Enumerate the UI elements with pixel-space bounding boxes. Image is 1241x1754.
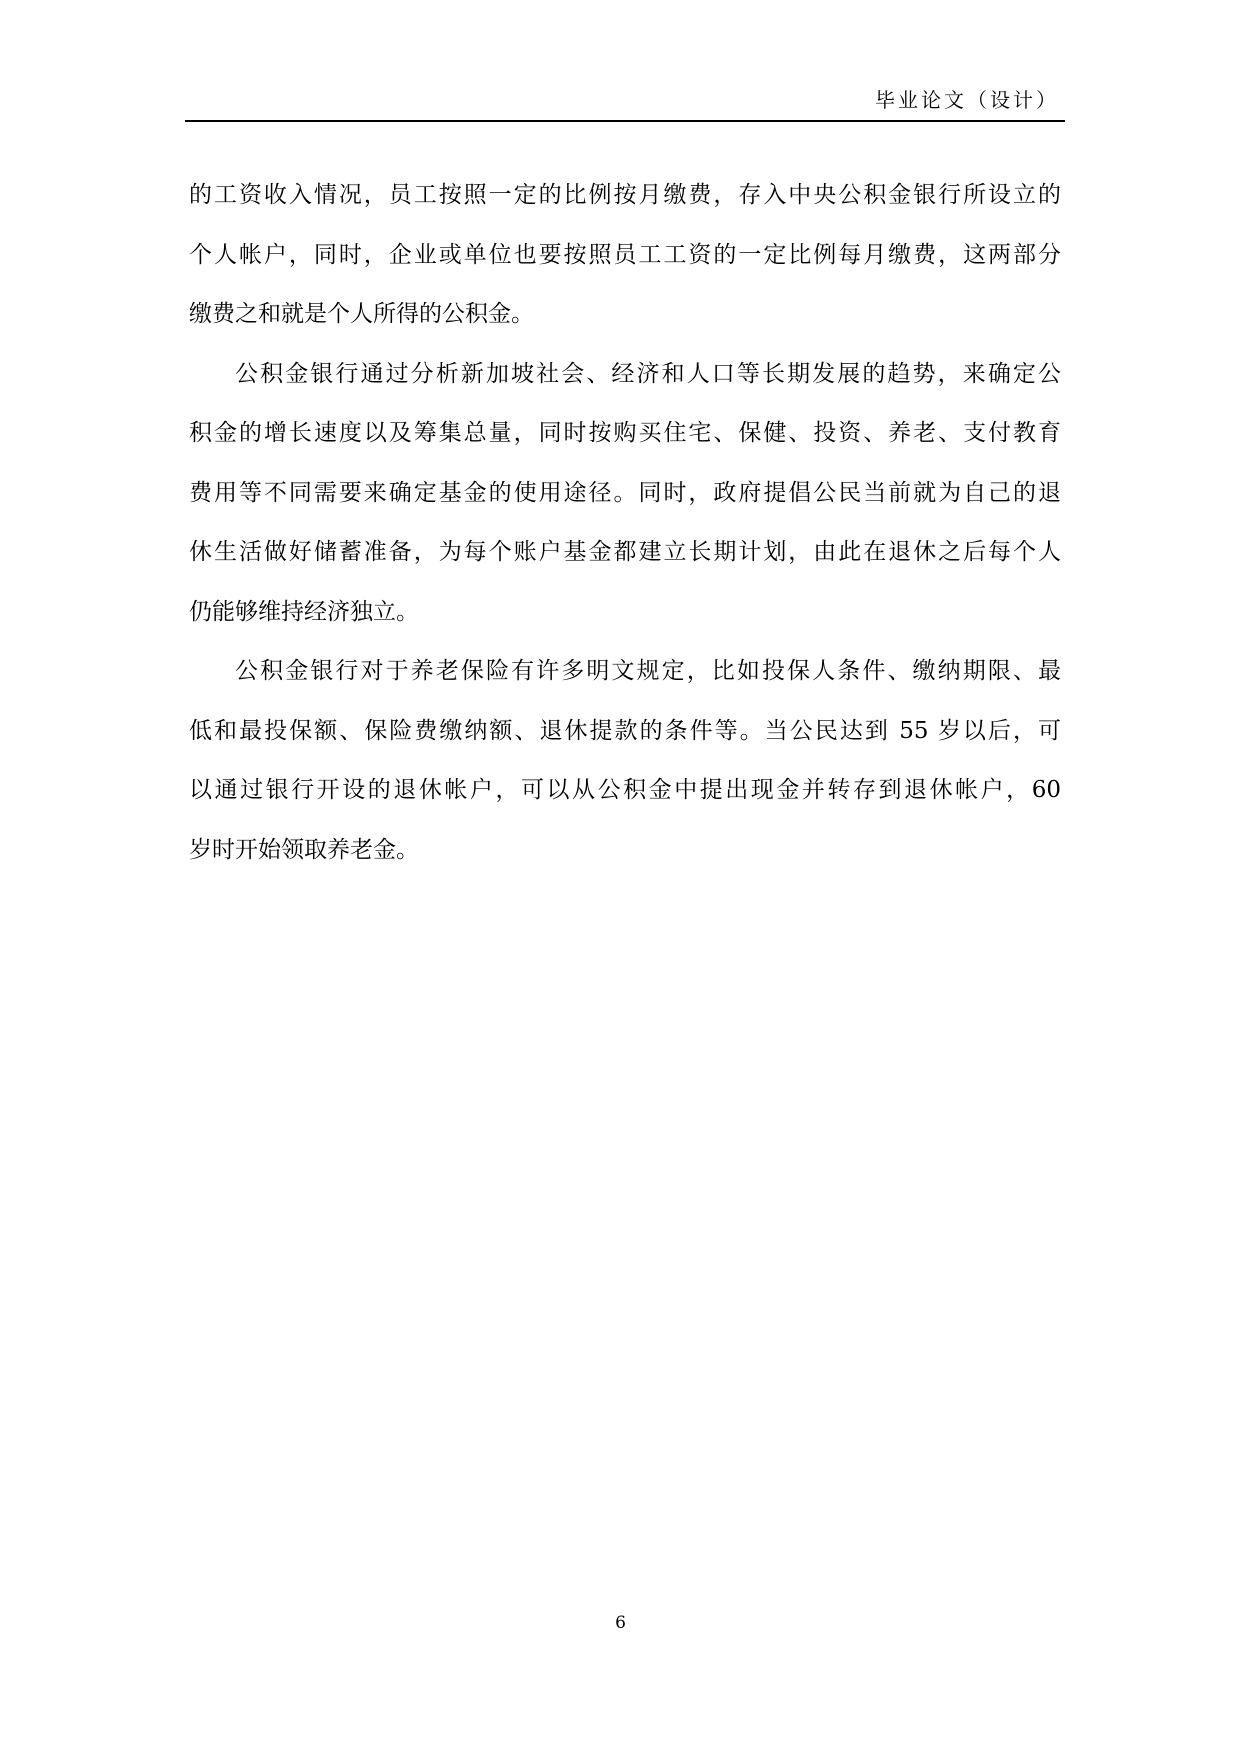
text-line: 费用等不同需要来确定基金的使用途径。同时，政府提倡公民当前就为自己的退 — [189, 479, 1061, 506]
text-line: 个人帐户，同时，企业或单位也要按照员工工资的一定比例每月缴费，这两部分 — [189, 241, 1061, 268]
text-line: 休生活做好储蓄准备，为每个账户基金都建立长期计划，由此在退休之后每个人 — [189, 539, 1061, 565]
text-line: 仍能够维持经济独立。 — [189, 598, 419, 625]
text-line: 公积金银行对于养老保险有许多明文规定，比如投保人条件、缴纳期限、最 — [235, 658, 1061, 684]
page-number: 6 — [615, 1613, 626, 1633]
paragraph-continuation — [189, 166, 1061, 345]
text-line: 的工资收入情况，员工按照一定的比例按月缴费，存入中央公积金银行所设立的 — [189, 182, 1061, 208]
paragraph-fund-planning — [189, 345, 1061, 643]
text-line: 公积金银行通过分析新加坡社会、经济和人口等长期发展的趋势，来确定公 — [235, 360, 1061, 387]
header-title: 毕业论文（设计） — [875, 88, 1059, 112]
page-header — [185, 86, 1065, 122]
text-line: 低和最投保额、保险费缴纳额、退休提款的条件等。当公民达到 55 岁以后，可 — [189, 717, 1061, 744]
body-text — [189, 166, 1061, 880]
paragraph-pension-rules — [189, 642, 1061, 880]
text-line: 以通过银行开设的退休帐户，可以从公积金中提出现金并转存到退休帐户，60 — [189, 777, 1061, 803]
text-line: 岁时开始领取养老金。 — [189, 836, 419, 863]
text-line: 缴费之和就是个人所得的公积金。 — [189, 301, 534, 327]
text-line: 积金的增长速度以及筹集总量，同时按购买住宅、保健、投资、养老、支付教育 — [189, 420, 1061, 446]
